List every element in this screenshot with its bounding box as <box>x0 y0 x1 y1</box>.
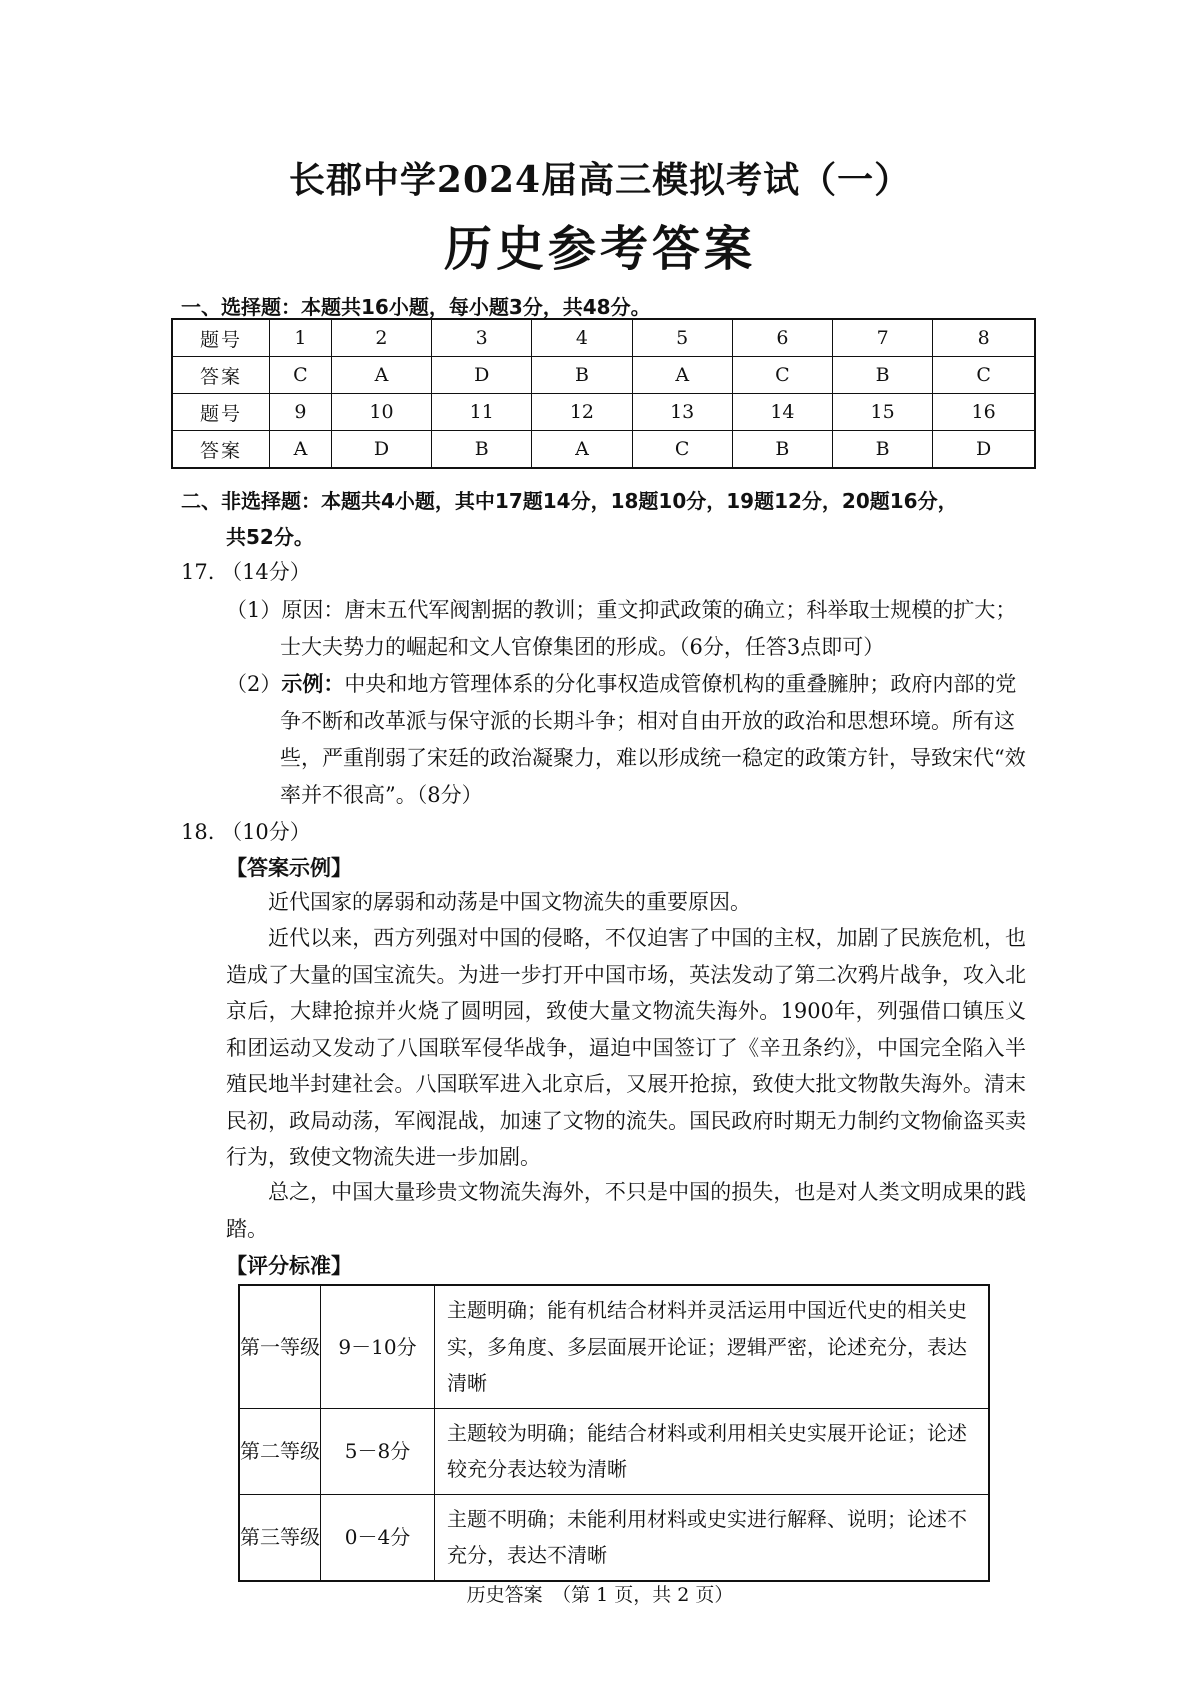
page-title: 历史参考答案 <box>443 221 756 277</box>
answer-cell: B <box>732 431 832 469</box>
description-cell: 主题明确；能有机结合材料并灵活运用中国近代史的相关史实，多角度、多层面展开论证；逻辑严密，论述充分，表达清晰 <box>435 1285 990 1408</box>
q17-part2-label: 示例： <box>281 672 345 696</box>
answer-cell: D <box>331 431 431 469</box>
question-number: 13 <box>632 394 732 431</box>
question-number: 16 <box>933 394 1035 431</box>
points-cell: 0－4分 <box>321 1494 435 1581</box>
answer-cell: C <box>270 357 332 394</box>
q17-part2-prefix: （2） <box>226 672 282 696</box>
question-number: 7 <box>833 319 933 357</box>
section1-heading: 一、选择题：本题共16小题，每小题3分，共48分。 <box>181 295 651 319</box>
page-footer: 历史答案 （第 1 页，共 2 页） <box>466 1584 734 1606</box>
table-row <box>239 1285 989 1408</box>
answer-cell: A <box>270 431 332 469</box>
answer-cell: B <box>432 431 532 469</box>
q17-part1-line: 士大夫势力的崛起和文人官僚集团的形成。（6分，任答3点即可） <box>280 635 885 659</box>
q17-part2-line: 率并不很高”。（8分） <box>280 783 483 807</box>
question-number: 9 <box>270 394 332 431</box>
question-number: 14 <box>732 394 832 431</box>
level-cell: 第一等级 <box>239 1285 321 1408</box>
answer-cell: D <box>432 357 532 394</box>
q17-part2-line: 些，严重削弱了宋廷的政治凝聚力，难以形成统一稳定的政策方针，导致宋代“效 <box>280 746 1026 770</box>
question-number: 5 <box>632 319 732 357</box>
table-row <box>172 431 1035 469</box>
table-row <box>239 1408 989 1494</box>
q17-part1-line: （1）原因：唐末五代军阀割据的教训；重文抑武政策的确立；科举取士规模的扩大； <box>226 598 1017 622</box>
answer-cell: B <box>833 357 933 394</box>
answer-cell: B <box>833 431 933 469</box>
answer-cell: C <box>732 357 832 394</box>
answer-example-label: 【答案示例】 <box>226 856 352 880</box>
answer-cell: A <box>331 357 431 394</box>
answer-cell: A <box>632 357 732 394</box>
scoring-criteria-table <box>238 1284 990 1582</box>
question-number: 11 <box>432 394 532 431</box>
question-number: 2 <box>331 319 431 357</box>
q17-heading: 17. （14分） <box>181 560 311 584</box>
multiple-choice-answer-table <box>171 318 1036 469</box>
q17-part2-line: 争不断和改革派与保守派的长期斗争；相对自由开放的政治和思想环境。所有这 <box>280 709 1015 733</box>
table-row <box>172 357 1035 394</box>
q18-paragraph: 近代国家的孱弱和动荡是中国文物流失的重要原因。 <box>268 890 751 914</box>
question-number: 3 <box>432 319 532 357</box>
row-label: 题号 <box>172 319 270 357</box>
section2-heading: 二、非选择题：本题共4小题，其中17题14分，18题10分，19题12分，20题16分， <box>181 489 958 513</box>
q18-heading: 18. （10分） <box>181 820 311 844</box>
q17-part2-line <box>226 668 1016 698</box>
table-row <box>172 394 1035 431</box>
question-number: 10 <box>331 394 431 431</box>
section2-heading-cont: 共52分。 <box>226 525 314 549</box>
answer-cell: A <box>532 431 632 469</box>
row-label: 答案 <box>172 431 270 469</box>
question-number: 1 <box>270 319 332 357</box>
description-cell: 主题不明确；未能利用材料或史实进行解释、说明；论述不充分，表达不清晰 <box>435 1494 990 1581</box>
level-cell: 第三等级 <box>239 1494 321 1581</box>
question-number: 12 <box>532 394 632 431</box>
scoring-criteria-label: 【评分标准】 <box>226 1254 352 1278</box>
row-label: 答案 <box>172 357 270 394</box>
answer-cell: C <box>933 357 1035 394</box>
question-number: 6 <box>732 319 832 357</box>
q18-paragraph: 总之，中国大量珍贵文物流失海外，不只是中国的损失，也是对人类文明成果的践踏。 <box>226 1180 1026 1241</box>
description-cell: 主题较为明确；能结合材料或利用相关史实展开论证；论述较充分表达较为清晰 <box>435 1408 990 1494</box>
q18-paragraph: 近代以来，西方列强对中国的侵略，不仅迫害了中国的主权，加剧了民族危机，也造成了大量的国宝流失。为进一步打开中国市场，英法发动了第二次鸦片战争，攻入北京后，大肆抢掠并火烧了圆明园，致使大量文物流失海外。1900年，列强借口镇压义和团运动又发动了八国联军侵华战争，逼迫中国签订了《辛丑条约》，中国完全陷入半殖民地半封建社会。八国联军进入北京后，又展开抢掠，致使大批文物散失海外。清末民初，政局动荡，军阀混战，加速了文物的流失。国民政府时期无力制约文物偷盗买卖行为，致使文物流失进一步加剧。 <box>226 926 1026 1169</box>
level-cell: 第二等级 <box>239 1408 321 1494</box>
table-row <box>172 319 1035 357</box>
exam-title: 长郡中学2024届高三模拟考试（一） <box>288 159 912 201</box>
question-number: 8 <box>933 319 1035 357</box>
table-row <box>239 1494 989 1581</box>
answer-cell: B <box>532 357 632 394</box>
row-label: 题号 <box>172 394 270 431</box>
answer-cell: D <box>933 431 1035 469</box>
points-cell: 5－8分 <box>321 1408 435 1494</box>
points-cell: 9－10分 <box>321 1285 435 1408</box>
q17-part2-text: 中央和地方管理体系的分化事权造成管僚机构的重叠臃肿；政府内部的党 <box>344 672 1017 696</box>
answer-cell: C <box>632 431 732 469</box>
question-number: 15 <box>833 394 933 431</box>
question-number: 4 <box>532 319 632 357</box>
